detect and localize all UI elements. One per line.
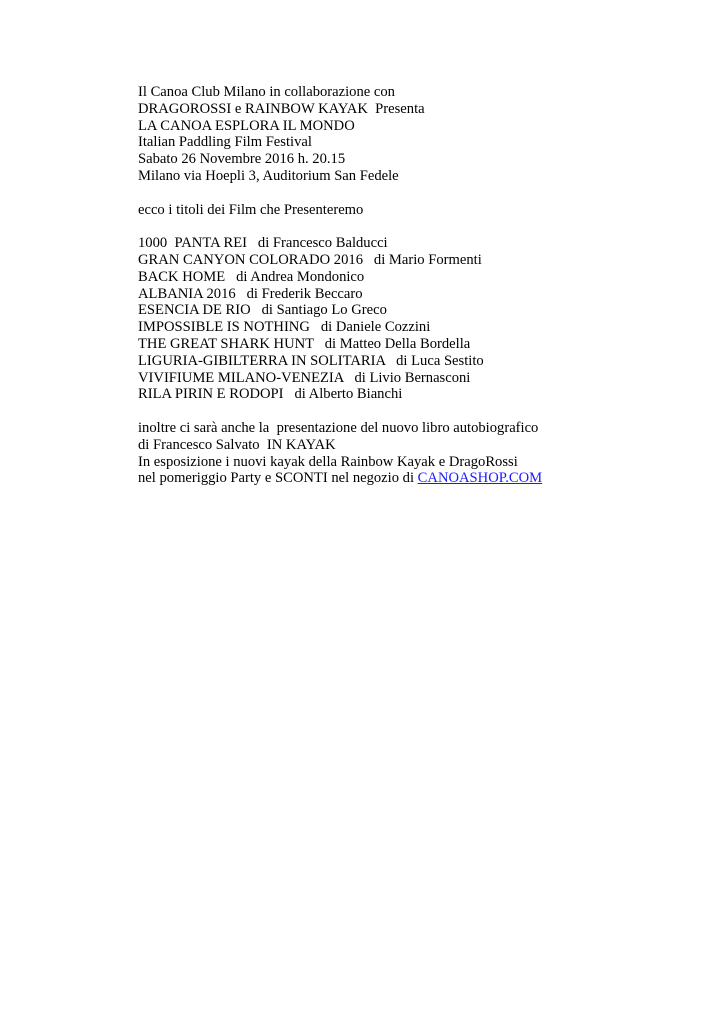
event-header [138,84,698,185]
film-item: ALBANIA 2016 di Frederik Beccaro [138,285,363,302]
film-item: RILA PIRIN E RODOPI di Alberto Bianchi [138,386,403,403]
header-line-title: LA CANOA ESPLORA IL MONDO [138,117,355,134]
event-footer [138,420,698,487]
film-item: VIVIFIUME MILANO-VENEZIA di Livio Bernasconi [138,369,471,386]
header-line-festival: Italian Paddling Film Festival [138,134,312,151]
film-item: THE GREAT SHARK HUNT di Matteo Della Bordella [138,335,471,352]
document-body [138,84,698,487]
footer-shop-text: nel pomeriggio Party e SCONTI nel negozio di [138,470,418,487]
film-item: ESENCIA DE RIO di Santiago Lo Greco [138,302,387,319]
film-list [138,235,698,403]
header-line-organizer: Il Canoa Club Milano in collaborazione con [138,84,395,100]
header-line-venue: Milano via Hoepli 3, Auditorium San Fedele [138,167,399,184]
header-line-partners: DRAGOROSSI e RAINBOW KAYAK Presenta [138,100,425,117]
spacer [138,218,698,235]
film-item: IMPOSSIBLE IS NOTHING di Daniele Cozzini [138,319,431,336]
footer-exhibition-line: In esposizione i nuovi kayak della Rainbow Kayak e DragoRossi [138,453,518,470]
films-intro: ecco i titoli dei Film che Presenteremo [138,201,364,218]
spacer [138,403,698,420]
footer-shop-line [138,470,698,487]
spacer [138,185,698,202]
footer-book-line: inoltre ci sarà anche la presentazione del nuovo libro autobiografico [138,419,539,436]
film-item: BACK HOME di Andrea Mondonico [138,268,365,285]
film-item: GRAN CANYON COLORADO 2016 di Mario Formenti [138,251,482,268]
film-item: LIGURIA-GIBILTERRA IN SOLITARIA di Luca Sestito [138,352,484,369]
film-item: 1000 PANTA REI di Francesco Balducci [138,235,388,252]
footer-author-line: di Francesco Salvato IN KAYAK [138,436,336,453]
header-line-date: Sabato 26 Novembre 2016 h. 20.15 [138,151,346,168]
canoashop-link[interactable]: CANOASHOP.COM [417,470,543,487]
